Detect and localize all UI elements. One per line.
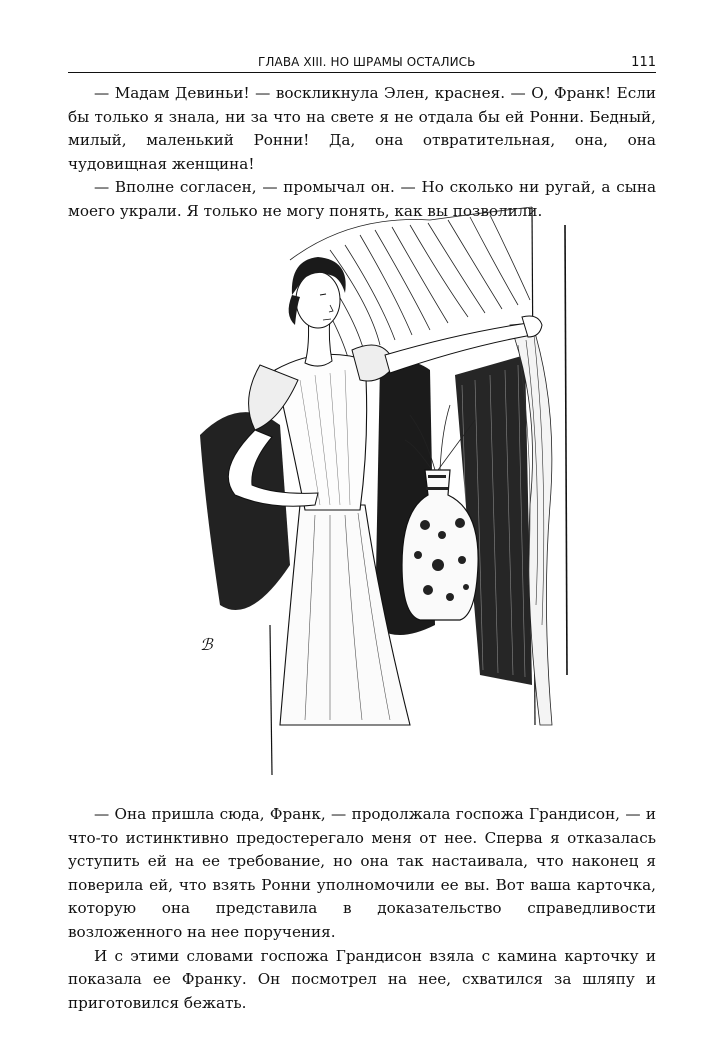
running-header	[68, 52, 656, 73]
text-block-bottom	[68, 803, 656, 1015]
paragraph: — Мадам Девиньи! — воскликнула Элен, краснея. — О, Франк! Если бы только я знала, ни за что на свете я не отдала бы ей Ронни. Бедный, милый, маленький Ронни! Да, она отвратительная, она, она чудовищная женщина!	[68, 84, 656, 173]
woman-at-curtain-illustration	[180, 205, 575, 775]
chapter-title: ГЛАВА XIII. НО ШРАМЫ ОСТАЛИСЬ	[258, 55, 476, 69]
text-block-top	[68, 82, 656, 224]
paragraph: — Она пришла сюда, Франк, — продолжала госпожа Грандисон, — и что-то истинктивно предостерегало меня от нее. Сперва я отказалась уступить ей на ее требование, но она так настаивала, что наконец я поверила ей, что взять Ронни уполномочили ее вы. Вот ваша карточка, которую она представила в доказательство справедливости возложенного на нее поручения.	[68, 805, 656, 941]
paragraph: И с этими словами госпожа Грандисон взяла с камина карточку и показала ее Франку. Он посмотрел на нее, схватился за шляпу и приготовился бежать.	[68, 946, 656, 1012]
paragraph: — Вполне согласен, — промычал он. — Но сколько ни ругай, а сына моего украли. Я только не могу понять, как вы позволили.	[68, 178, 656, 220]
svg-text:ℬ: ℬ	[200, 635, 213, 654]
page-number: 111	[631, 55, 656, 70]
